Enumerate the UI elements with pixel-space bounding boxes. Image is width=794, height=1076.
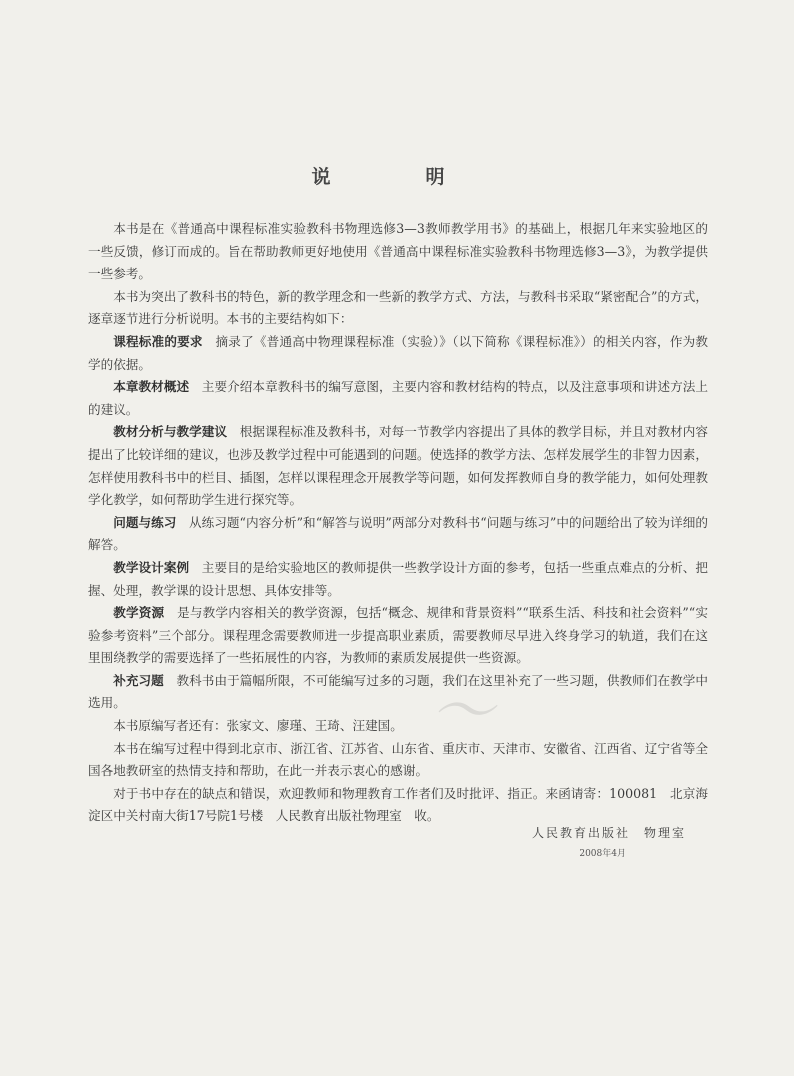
paragraph-extra-exercises: 补充习题 教科书由于篇幅所限，不可能编写过多的习题，我们在这里补充了一些习题，供教师们在教学中选用。 (88, 672, 709, 711)
paragraph-resources: 教学资源 是与教学内容相关的教学资源，包括“概念、规律和背景资料”“联系生活、科技和社会资料”“实验参考资料”三个部分。课程理念需要教师进一步提高职业素质，需要教师尽早进入终身学习的轨道，我们在这里围绕教学的需要选择了一些拓展性的内容，为教师的素质发展提供一些资源。 (88, 605, 709, 666)
paragraph-chapter-overview: 本章教材概述 主要介绍本章教科书的编写意图，主要内容和教材结构的特点，以及注意事项和讲述方法上的建议。 (88, 379, 709, 417)
paragraph-curriculum-requirements: 课程标准的要求 摘录了《普通高中物理课程标准（实验）》（以下简称《课程标准》）的相关内容，作为教学的依据。 (88, 333, 708, 372)
signature: 人民教育出版社 物理室 (531, 826, 686, 840)
paragraph-analysis-suggestions: 教材分析与教学建议 根据课程标准及教科书，对每一节教学内容提出了具体的教学目标，并且对教材内容提出了比较详细的建议，也涉及教学过程中可能遇到的问题。使选择的教学方法、怎样发展学生的非智力因素，怎样使用教科书中的栏目、插图，怎样以课程理念开展教学等问题，如何发挥教师自身的教学能力，如何处理教学化教学，如何帮助学生进行探究等。 (88, 424, 709, 508)
date: 2008年4月 (579, 849, 626, 859)
paragraph-design-cases: 教学设计案例 主要目的是给实验地区的教师提供一些教学设计方面的参考，包括一些重点难点的分析、把握、处理，教学课的设计思想、具体安排等。 (88, 559, 709, 598)
paragraph-contact: 对于书中存在的缺点和错误，欢迎教师和物理教育工作者们及时批评、指正。来函请寄：100081 北京海淀区中关村南大街17号院1号楼 人民教育出版社物理室 收。 (88, 785, 708, 824)
watermark-icon: 〜 (430, 675, 494, 749)
paragraph-authors: 本书原编写者还有：张家文、廖瑾、王琦、汪建国。 (113, 718, 403, 734)
page-title: 说 明 (311, 166, 483, 188)
paragraph-exercises: 问题与练习 从练习题“内容分析”和“解答与说明”两部分对教科书“问题与练习”中的问题给出了较为详细的解答。 (88, 514, 708, 553)
paragraph-thanks: 本书在编写过程中得到北京市、浙江省、江苏省、山东省、重庆市、天津市、安徽省、江西省、辽宁省等全国各地教研室的热情支持和帮助，在此一并表示衷心的感谢。 (88, 740, 708, 779)
paragraph-1: 本书是在《普通高中课程标准实验教科书物理选修3—3教师教学用书》的基础上，根据几年来实验地区的一些反馈，修订而成的。旨在帮助教师更好地使用《普通高中课程标准实验教科书物理选修3—3》，为教学提供一些参考。 (88, 221, 708, 282)
paragraph-2: 本书为突出了教科书的特色，新的教学理念和一些新的教学方式、方法，与教科书采取“紧密配合”的方式，逐章逐节进行分析说明。本书的主要结构如下： (88, 288, 708, 327)
